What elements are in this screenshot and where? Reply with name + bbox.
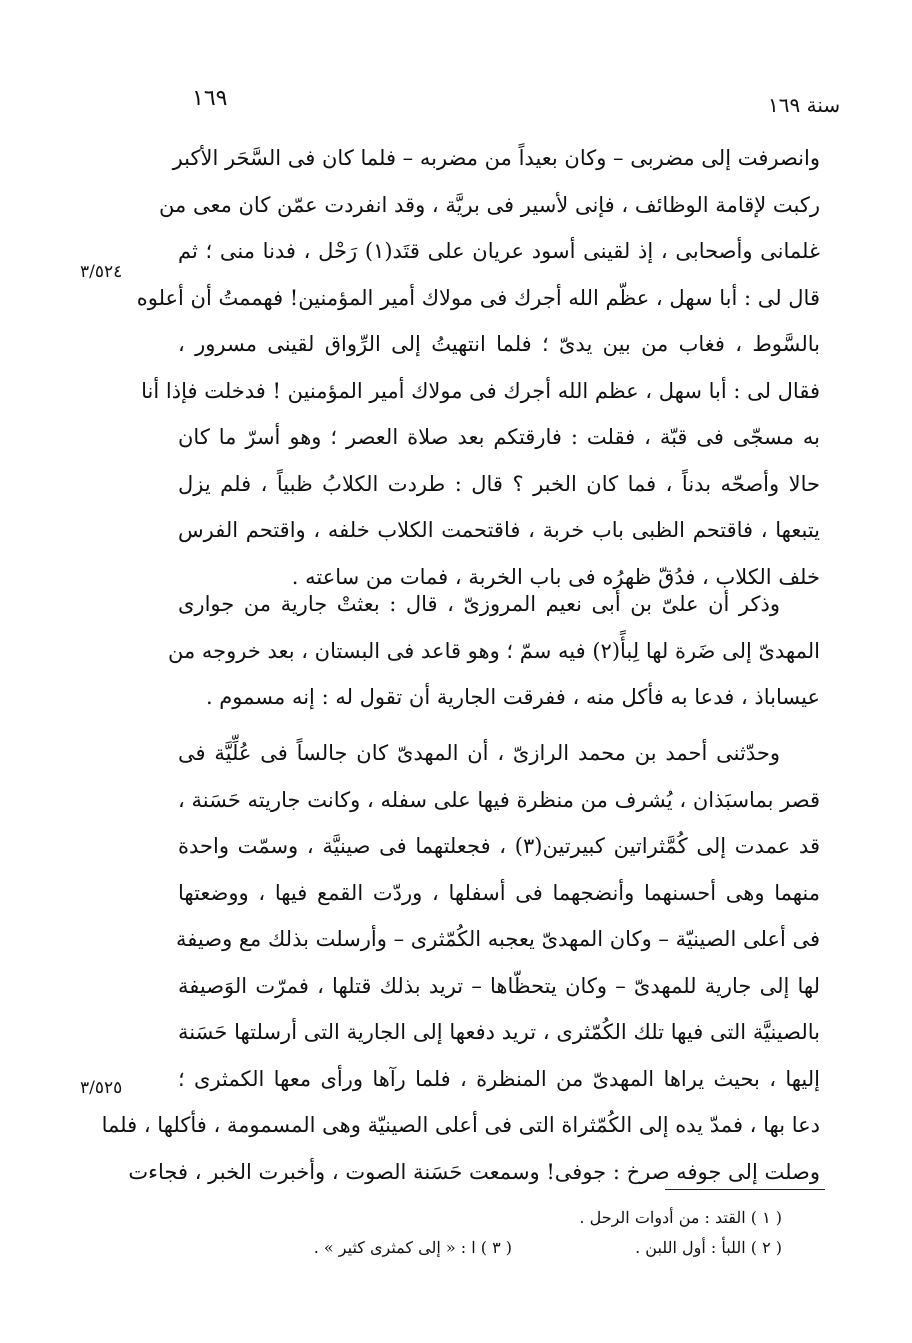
text-line: فى أعلى الصينيّة – وكان المهدىّ يعجبه الكُمّثرى – وأرسلت بذلك مع وصيفة [176, 927, 820, 951]
text-line: عيساباذ ، فدعا به فأكل منه ، ففرقت الجارية أن تقول له : إنه مسموم . [205, 685, 820, 709]
text-line: المهدىّ إلى ضَرة لها لِبأً(٢) فيه سمّ ؛ وهو قاعد فى البستان ، بعد خروجه من [168, 638, 820, 663]
text-line: دعا بها ، فمدّ يده إلى الكُمّثراة التى فى أعلى الصينيّة وهى المسمومة ، فأكلها ، فلما [101, 1113, 820, 1137]
footnote: ( ١ ) القتد : من أدوات الرحل . [579, 1208, 782, 1227]
paragraph [168, 581, 820, 721]
text-line: به مسجّى فى قبّة ، فقلت : فارقتكم بعد صلاة العصر ؛ وهو أسرّ ما كان [178, 425, 820, 449]
text-line: بالسَّوط ، فغاب من بين يدىّ ؛ فلما انتهيتُ إلى الرِّواق لقينى مسرور ، [178, 332, 820, 356]
footnote-divider [665, 1189, 825, 1190]
text-line: فقال لى : أبا سهل ، عظم الله أجرك فى مولاك أمير المؤمنين ! فدخلت فإذا أنا [141, 378, 820, 403]
footnote: ( ٣ ) ا : « إلى كمثرى كثير » . [313, 1238, 512, 1257]
margin-reference: ٣/٥٢٤ [80, 262, 123, 282]
footnote: ( ٢ ) اللبأ : أول اللبن . [635, 1238, 782, 1257]
running-header-year: سنة ١٦٩ [768, 93, 841, 117]
text-line: وذكر أن علىّ بن أبى نعيم المروزىّ ، قال : بعثتْ جارية من جوارى [178, 592, 780, 616]
text-line: لها إلى جارية للمهدىّ – وكان يتحظّاها – تريد بذلك قتلها ، فمرّت الوَصيفة [178, 973, 820, 998]
text-line: وحدّثنى أحمد بن محمد الرازىّ ، أن المهدىّ كان جالساً فى عُلِّيَّة فى [178, 741, 780, 765]
text-line: حالا وأصحّه بدناً ، فما كان الخبر ؟ قال : طردت الكلابُ ظبياً ، فلم يزل [178, 471, 820, 496]
text-line: قد عمدت إلى كُمَّثراتين كبيرتين(٣) ، فجعلتهما فى صينيَّة ، وسمّت واحدة [178, 834, 820, 858]
text-line: وانصرفت إلى مضربى – وكان بعيداً من مضربه – فلما كان فى السَّحَر الأكبر [172, 146, 820, 170]
paragraph [136, 135, 820, 600]
text-line: قصر بماسبَذان ، يُشرف من منظرة فيها على سفله ، وكانت جاريته حَسَنة ، [178, 787, 820, 812]
text-line: ركبت لإقامة الوظائف ، فإنى لأسير فى بريَّة ، وقد انفردت عمّن كان معى من [159, 192, 820, 217]
text-line: بالصينيَّة التى فيها تلك الكُمّثرى ، تريد دفعها إلى الجارية التى أرسلتها حَسَنة [178, 1020, 820, 1044]
text-line: غلمانى وأصحابى ، إذ لقينى أسود عريان على قتَد(١) رَحْل ، فدنا منى ؛ ثم [178, 239, 820, 263]
text-line: وصلت إلى جوفه صرخ : جوفى! وسمعت حَسَنة الصوت ، وأخبرت الخبر ، فجاءت [128, 1159, 820, 1184]
text-line: منهما وهى أحسنهما وأنضجهما فى أسفلها ، وردّت القمع فيها ، ووضعتها [178, 880, 820, 905]
text-line: قال لى : أبا سهل ، عظّم الله أجرك فى مولاك أمير المؤمنين! فهممتُ أن أعلوه [136, 285, 820, 310]
text-line: إليها ، بحيث يراها المهدىّ من المنظرة ، فلما رآها ورأى معها الكمثرى ؛ [178, 1066, 820, 1091]
text-line: خلف الكلاب ، فدُقّ ظهرُه فى باب الخربة ، فمات من ساعته . [291, 564, 820, 589]
page-number: ١٦٩ [192, 86, 228, 111]
margin-reference: ٣/٥٢٥ [80, 1078, 123, 1098]
text-line: يتبعها ، فاقتحم الظبى باب خربة ، فاقتحمت الكلاب خلفه ، واقتحم الفرس [178, 518, 820, 542]
